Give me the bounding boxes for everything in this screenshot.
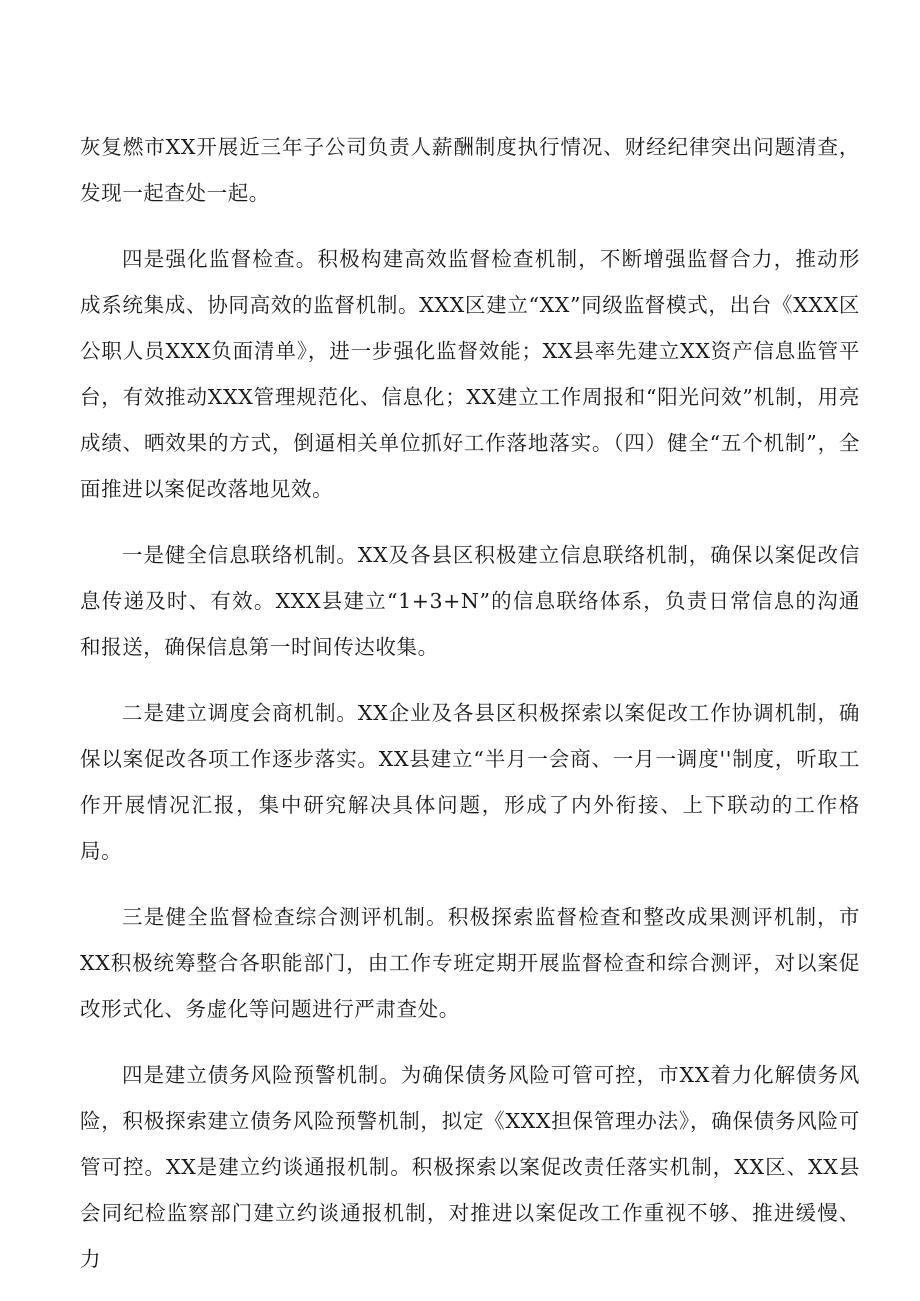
paragraph-supervision-inspection: 四是强化监督检查。积极构建高效监督检查机制，不断增强监督合力，推动形成系统集成、协同高效的监督机制。XXX区建立“XX”同级监督模式，出台《XXX区公职人员XXX负面清单》，进一步强化监督效能；XX县率先建立XX资产信息监管平台，有效推动XXX管理规范化、信息化；XX建立工作周报和“阳光问效”机制，用亮成绩、晒效果的方式，倒逼相关单位抓好工作落地落实。（四）健全“五个机制”，全面推进以案促改落地见效。	[80, 247, 860, 501]
paragraph-debt-risk-warning: 四是建立债务风险预警机制。为确保债务风险可管可控，市XX着力化解债务风险，积极探索建立债务风险预警机制，拟定《XXX担保管理办法》，确保债务风险可管可控。XX是建立约谈通报机制。积极探索以案促改责任落实机制，XX区、XX县会同纪检监察部门建立约谈通报机制，对推进以案促改工作重视不够、推进缓慢、力	[80, 1063, 860, 1271]
paragraph-dispatch-consultation: 二是建立调度会商机制。XX企业及各县区积极探索以案促改工作协调机制，确保以案促改各项工作逐步落实。XX县建立“半月一会商、一月一调度''制度，听取工作开展情况汇报，集中研究解决具体问题，形成了内外衔接、上下联动的工作格局。	[80, 701, 860, 863]
paragraph-continuation: 灰复燃市XX开展近三年子公司负责人薪酬制度执行情况、财经纪律突出问题清查，发现一起查处一起。	[80, 135, 860, 205]
paragraph-comprehensive-evaluation: 三是健全监督检查综合测评机制。积极探索监督检查和整改成果测评机制，市XX积极统筹整合各职能部门，由工作专班定期开展监督检查和综合测评，对以案促改形式化、务虚化等问题进行严肃查处。	[80, 905, 860, 1021]
paragraph-information-liaison: 一是健全信息联络机制。XX及各县区积极建立信息联络机制，确保以案促改信息传递及时、有效。XXX县建立“1+3+N”的信息联络体系，负责日常信息的沟通和报送，确保信息第一时间传达收集。	[80, 543, 860, 659]
document-page	[80, 124, 860, 1282]
